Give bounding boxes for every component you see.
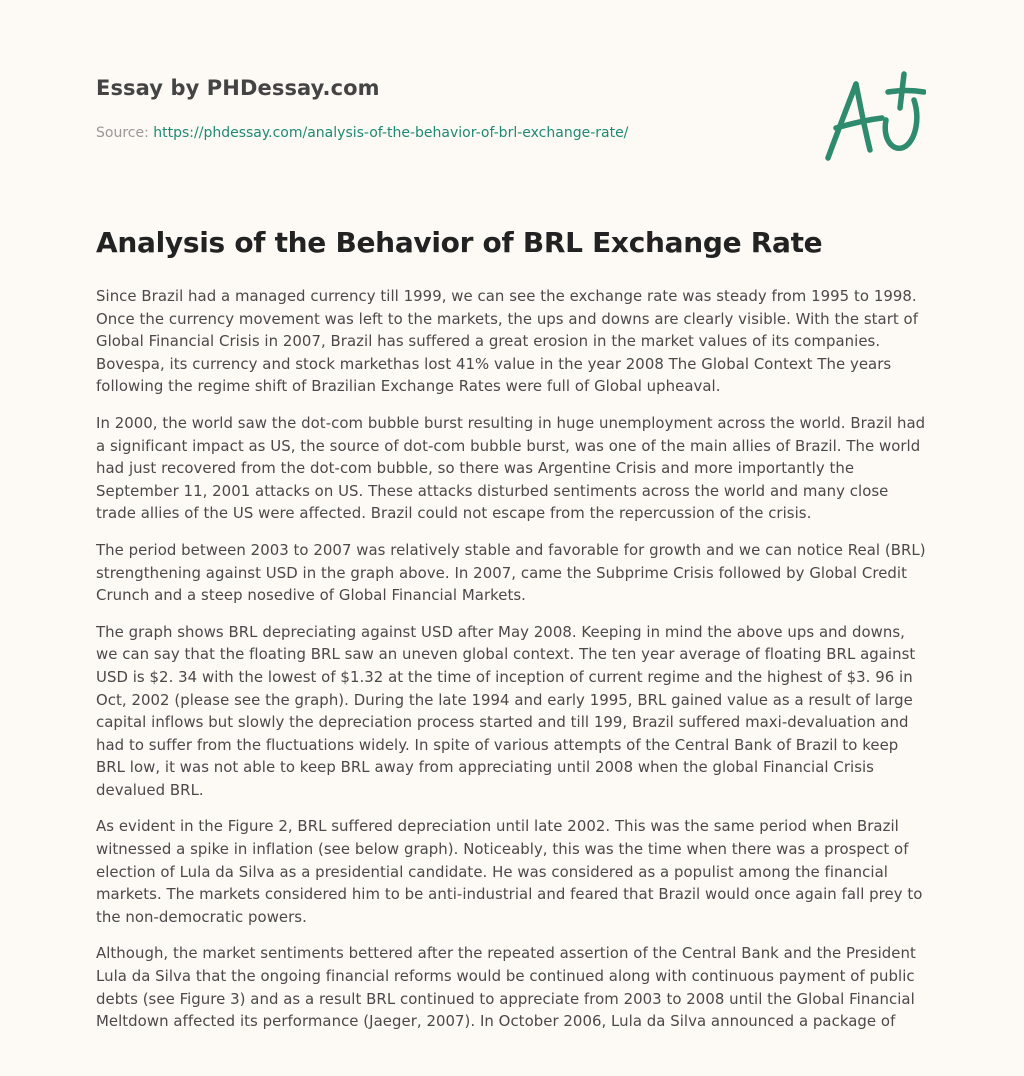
- a-plus-logo-icon: [822, 70, 926, 162]
- site-title: Essay by PHDessay.com: [96, 76, 380, 100]
- source-link[interactable]: https://phdessay.com/analysis-of-the-behavior-of-brl-exchange-rate/: [153, 125, 629, 141]
- essay-paragraph: As evident in the Figure 2, BRL suffered depreciation until late 2002. This was the same period when Brazil witnessed a spike in inflation (see below graph). Noticeably, this was the time when there was a prospect of election of Lula da Silva as a presidential candidate. He was considered as a populist among the financial markets. The markets considered him to be anti-industrial and feared that Brazil would once again fall prey to the non-democratic powers.: [96, 817, 923, 926]
- essay-title: Analysis of the Behavior of BRL Exchange Rate: [96, 226, 823, 259]
- essay-paragraph: The period between 2003 to 2007 was relatively stable and favorable for growth and we can notice Real (BRL) strengthening against USD in the graph above. In 2007, came the Subprime Crisis followed by Global Credit Crunch and a steep nosedive of Global Financial Markets.: [96, 540, 926, 605]
- source-line: [96, 125, 656, 141]
- essay-paragraph: In 2000, the world saw the dot-com bubble burst resulting in huge unemployment across the world. Brazil had a significant impact as US, the source of dot-com bubble burst, was one of the main allies of Brazil. The world had just recovered from the dot-com bubble, so there was Argentine Crisis and more importantly the September 11, 2001 attacks on US. These attacks disturbed sentiments across the world and many close trade allies of the US were affected. Brazil could not escape from the repercussion of the crisis.: [96, 413, 926, 523]
- essay-paragraph: Although, the market sentiments bettered after the repeated assertion of the Central Bank and the President Lula da Silva that the ongoing financial reforms would be continued along with continuous payment of public debts (see Figure 3) and as a result BRL continued to appreciate from 2003 to 2008 until the Global Financial Meltdown affected its performance (Jaeger, 2007). In October 2006, Lula da Silva announced a package of: [96, 944, 916, 1031]
- site-header: [96, 76, 656, 141]
- source-label: Source:: [96, 125, 154, 141]
- essay-paragraph: The graph shows BRL depreciating against USD after May 2008. Keeping in mind the above ups and downs, we can say that the floating BRL saw an uneven global context. The ten year average of floating BRL against USD is $2. 34 with the lowest of $1.32 at the time of inception of current regime and the highest of $3. 96 in Oct, 2002 (please see the graph). During the late 1994 and early 1995, BRL gained value as a result of large capital inflows but slowly the depreciation process started and till 199, Brazil suffered maxi-devaluation and had to suffer from the fluctuations widely. In spite of various attempts of the Central Bank of Brazil to keep BRL low, it was not able to keep BRL away from appreciating until 2008 when the global Financial Crisis devalued BRL.: [96, 622, 916, 799]
- essay-body: [96, 285, 930, 1047]
- essay-paragraph: Since Brazil had a managed currency till 1999, we can see the exchange rate was steady from 1995 to 1998. Once the currency movement was left to the markets, the ups and downs are clearly visible. With the start of Global Financial Crisis in 2007, Brazil has suffered a great erosion in the market values of its companies. Bovespa, its currency and stock markethas lost 41% value in the year 2008 The Global Context The years following the regime shift of Brazilian Exchange Rates were full of Global upheaval.: [96, 287, 918, 396]
